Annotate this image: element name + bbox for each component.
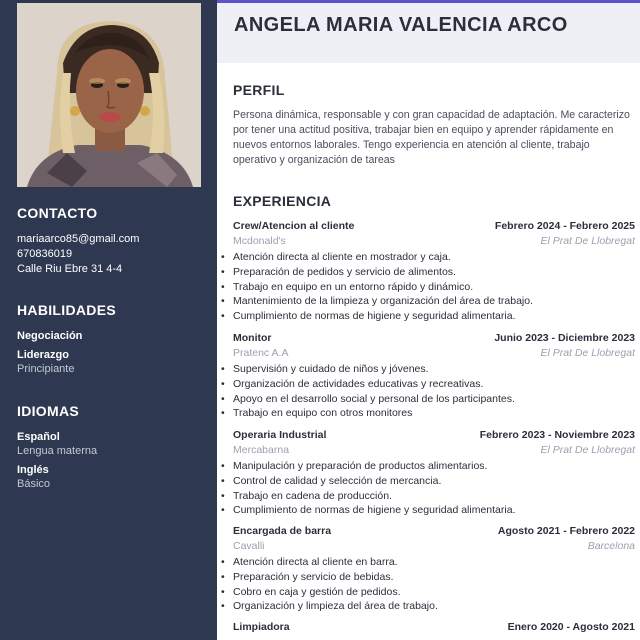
job-duty: • Trabajo en cadena de producción.	[221, 489, 392, 502]
job-location: El Prat De Llobregat	[540, 347, 635, 359]
job-entry	[221, 220, 635, 324]
job-duty: • Preparación y servicio de bebidas.	[221, 570, 394, 583]
contact-heading: CONTACTO	[17, 205, 98, 221]
job-company: Mercabarna	[233, 444, 290, 456]
experience-heading: EXPERIENCIA	[233, 193, 332, 209]
job-company: Cavalli	[233, 540, 265, 552]
job-duty: • Manipulación y preparación de productos alimentarios.	[221, 460, 488, 472]
profile-section	[233, 82, 635, 168]
job-title: Crew/Atencion al cliente	[233, 220, 355, 232]
experience-section	[221, 193, 635, 640]
profile-heading: PERFIL	[233, 82, 285, 98]
job-dates: Febrero 2024 - Febrero 2025	[494, 220, 635, 232]
job-title: Limpiadora	[233, 621, 290, 633]
job-duty: • Trabajo en equipo en un entorno rápido y dinámico.	[221, 280, 474, 293]
profile-photo	[17, 3, 201, 187]
job-duty: • Trabajo en equipo con otros monitores	[221, 407, 413, 420]
job-duty: • Organización de actividades educativas y recreativas.	[221, 377, 484, 390]
job-duties	[221, 250, 635, 324]
job-duty: • Cumplimiento de normas de higiene y seguridad alimentaria.	[221, 504, 516, 517]
candidate-name: ANGELA MARIA VALENCIA ARCO	[234, 14, 568, 36]
languages-heading: IDIOMAS	[17, 403, 79, 419]
skill-name: Liderazgo	[17, 349, 69, 361]
job-duty: • Supervisión y cuidado de niños y jóvenes.	[221, 363, 429, 375]
languages-section	[17, 403, 207, 496]
job-duty: • Organización y limpieza del área de trabajo.	[221, 600, 438, 613]
skill-name: Negociación	[17, 330, 83, 342]
job-duties	[221, 555, 635, 614]
job-dates: Junio 2023 - Diciembre 2023	[494, 332, 635, 344]
job-entry	[221, 429, 635, 518]
job-duties	[221, 459, 635, 518]
job-location: El Prat De Llobregat	[540, 235, 635, 247]
job-duty: • Apoyo en el desarrollo social y personal de los participantes.	[221, 392, 515, 405]
job-company: Mcdonald's	[233, 235, 286, 247]
job-entry	[221, 525, 635, 614]
header	[217, 3, 640, 63]
language-level: Básico	[17, 478, 51, 490]
job-dates: Agosto 2021 - Febrero 2022	[497, 525, 635, 537]
job-entry	[221, 332, 635, 421]
contact-email[interactable]: mariaarco85@gmail.com	[17, 233, 140, 245]
job-location: Barcelona	[587, 540, 635, 552]
job-location: El Prat De Llobregat	[540, 444, 635, 456]
skill-level: Principiante	[17, 363, 75, 375]
job-entry	[233, 621, 635, 636]
job-duty: • Atención directa al cliente en mostrador y caja.	[221, 251, 451, 263]
language-name: Español	[17, 431, 60, 443]
job-title: Operaria Industrial	[233, 429, 327, 441]
job-duty: • Control de calidad y selección de mercancia.	[221, 474, 442, 487]
contact-section	[17, 205, 207, 277]
contact-phone[interactable]: 670836019	[17, 248, 73, 260]
job-duties	[221, 362, 635, 421]
job-dates: Enero 2020 - Agosto 2021	[507, 621, 635, 633]
skills-heading: HABILIDADES	[17, 302, 116, 318]
job-duty: • Cobro en caja y gestión de pedidos.	[221, 585, 401, 598]
contact-address: Calle Riu Ebre 31 4-4	[17, 263, 123, 275]
job-duty: • Mantenimiento de la limpieza y organización del área de trabajo.	[221, 295, 534, 308]
job-duty: • Cumplimiento de normas de higiene y seguridad alimentaria.	[221, 310, 516, 323]
profile-text: Persona dinámica, responsable y con gran capacidad de adaptación. Me caracterizo por tener una actitud positiva, trabajar bien en equipo y aprender rápidamente en nuevos entornos laborales. Tengo experiencia en atención al cliente, trabajo operativo y organización de tareas	[233, 109, 630, 166]
language-name: Inglés	[17, 464, 49, 476]
sidebar	[0, 0, 217, 640]
job-dates: Febrero 2023 - Noviembre 2023	[479, 429, 635, 441]
skills-section	[17, 302, 207, 381]
job-duty: • Atención directa al cliente en barra.	[221, 556, 398, 568]
job-duty: • Preparación de pedidos y servicio de alimentos.	[221, 265, 456, 278]
job-title: Encargada de barra	[233, 525, 332, 537]
job-title: Monitor	[233, 332, 272, 344]
language-level: Lengua materna	[17, 445, 98, 457]
job-company: Pratenc A.A	[233, 347, 289, 359]
